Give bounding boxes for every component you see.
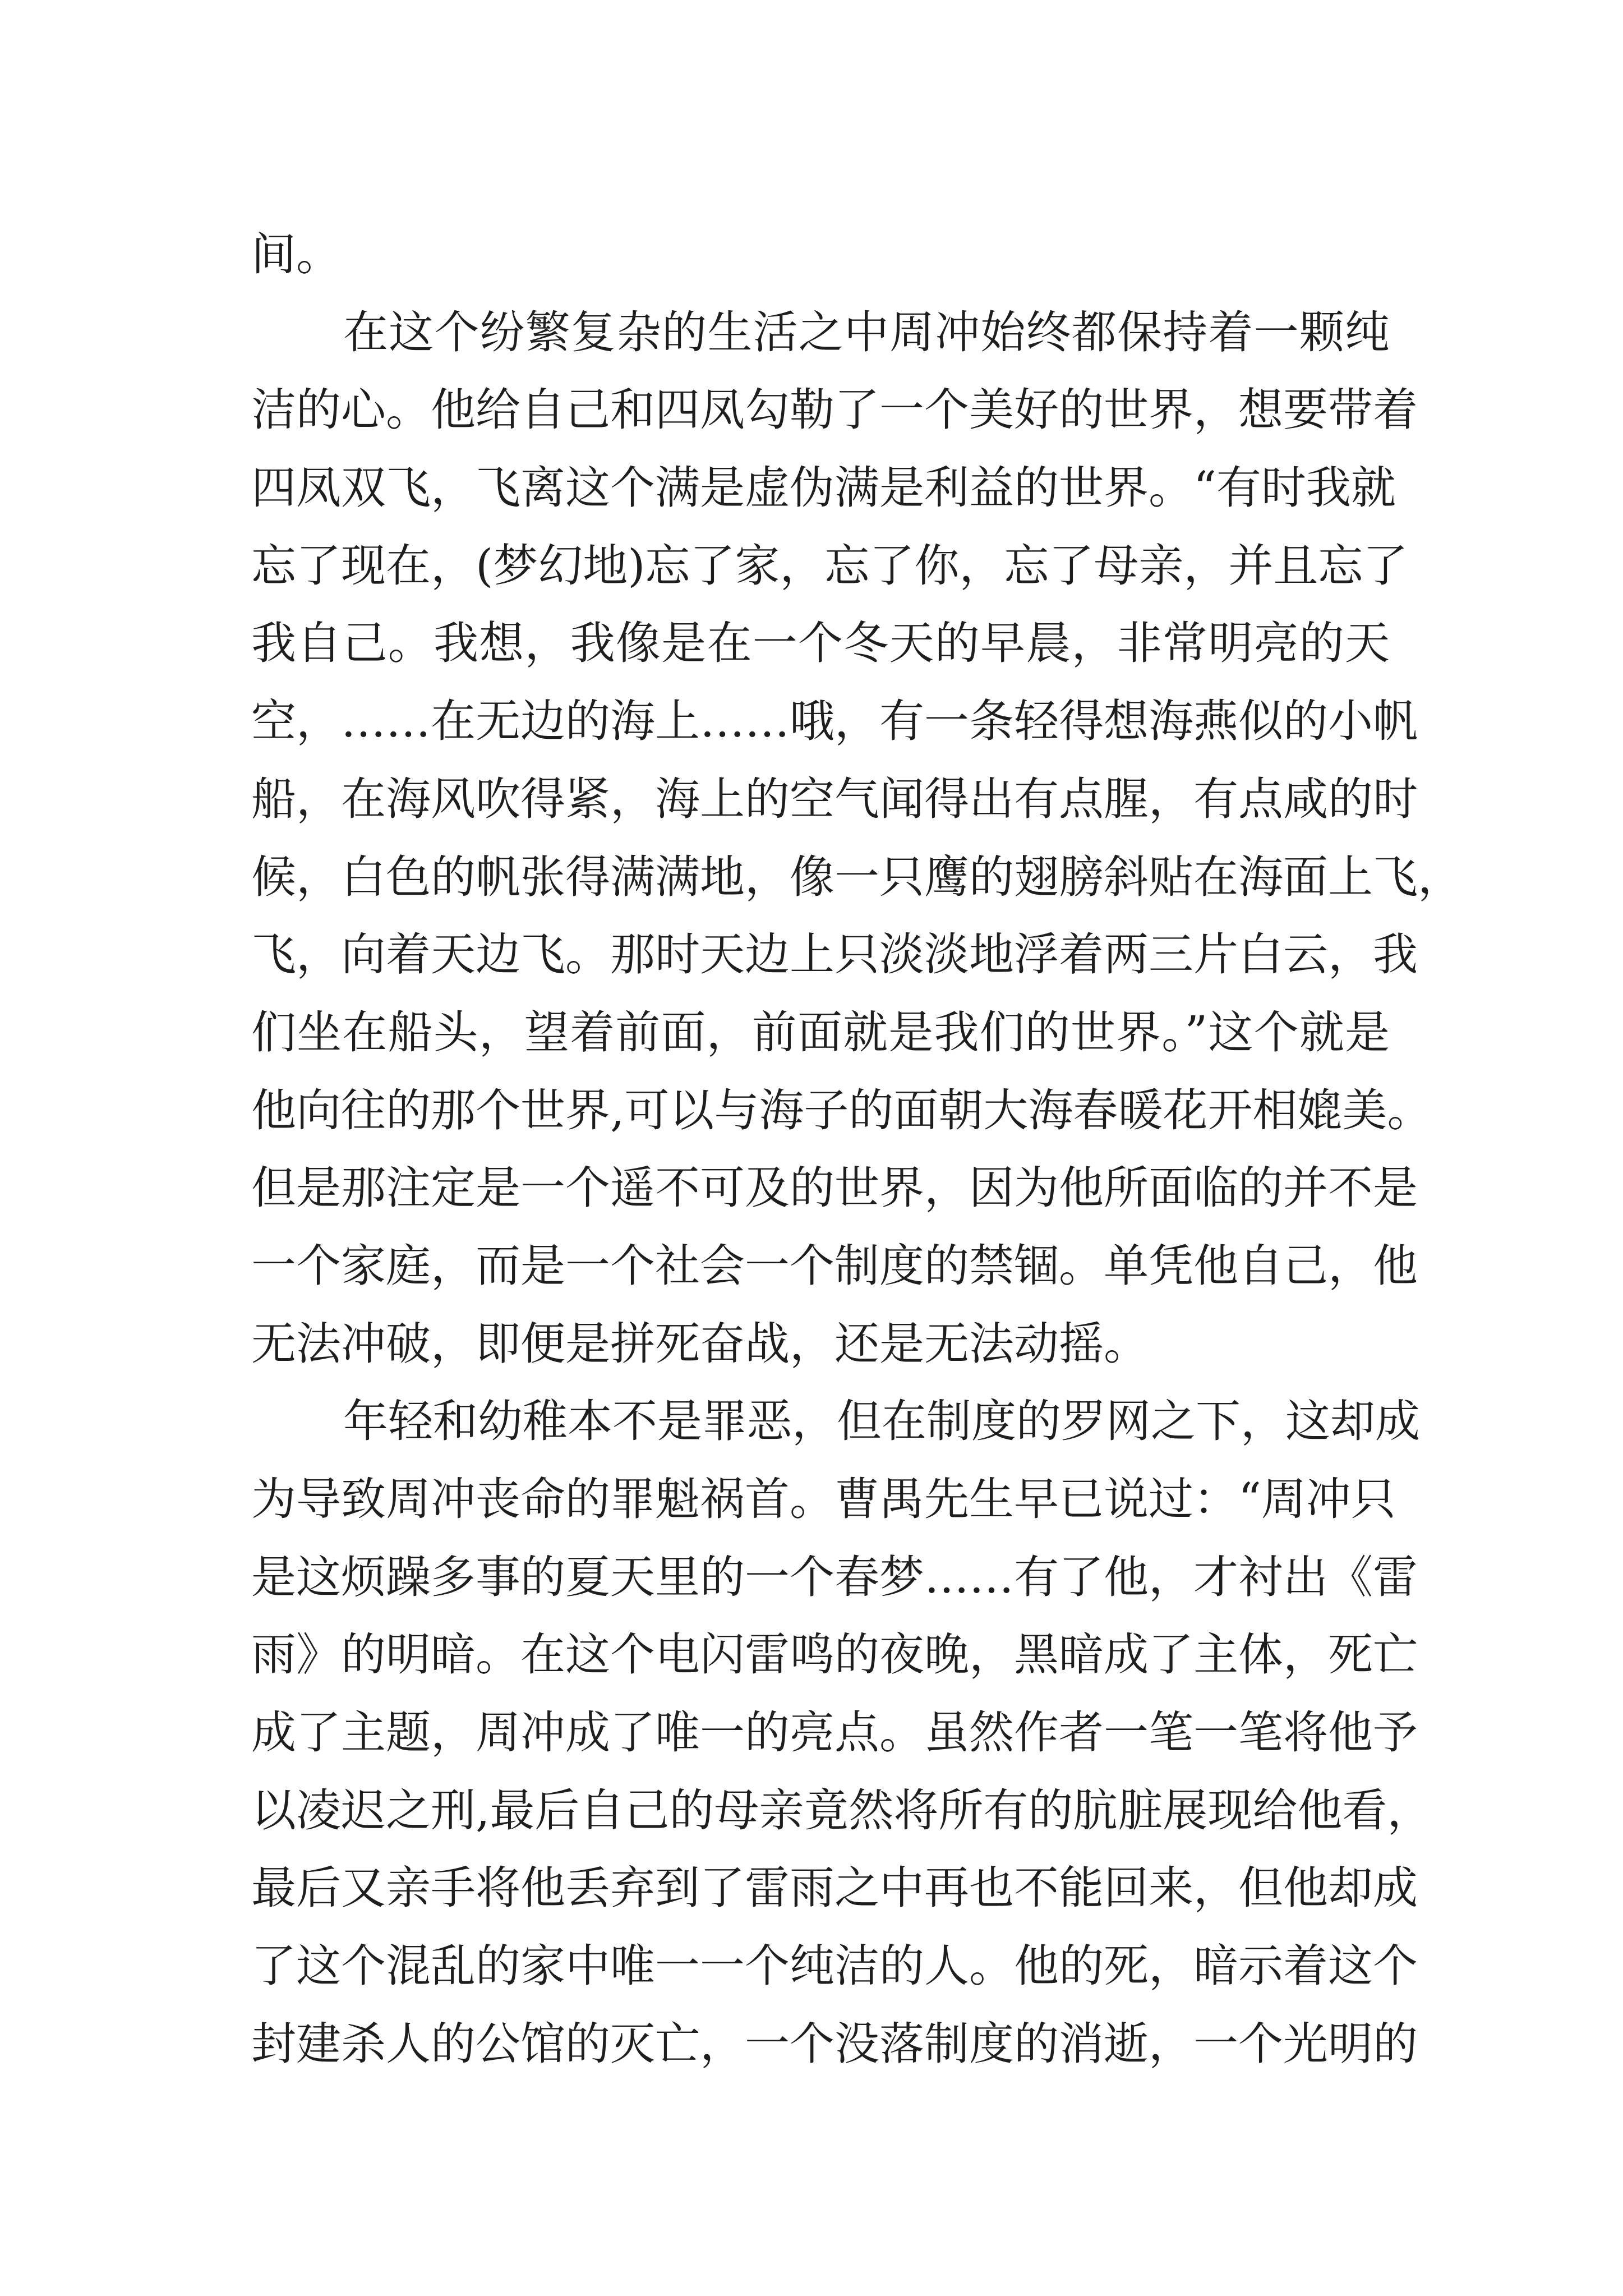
text-line: 空，……在无边的海上……哦，有一条轻得想海燕似的小帆 — [251, 695, 1418, 748]
text-line: 我自己。我想，我像是在一个冬天的早晨，非常明亮的天 — [251, 617, 1390, 670]
text-line: 洁的心。他给自己和四凤勾勒了一个美好的世界，想要带着 — [251, 384, 1418, 436]
text-line: 雨》的明暗。在这个电闪雷鸣的夜晚，黑暗成了主体，死亡 — [251, 1628, 1418, 1681]
text-line: 了这个混乱的家中唯一一个纯洁的人。他的死，暗示着这个 — [251, 1940, 1418, 1993]
text-line: 是这烦躁多事的夏天里的一个春梦……有了他，才衬出《雷 — [251, 1550, 1418, 1603]
paragraph — [251, 294, 1463, 1383]
text-line: 以凌迟之刑,最后自己的母亲竟然将所有的肮脏展现给他看， — [251, 1784, 1432, 1837]
text-line: 飞，向着天边飞。那时天边上只淡淡地浮着两三片白云，我 — [251, 928, 1418, 981]
text-line: 候，白色的帆张得满满地，像一只鹰的翅膀斜贴在海面上飞， — [251, 850, 1463, 903]
text-line: 们坐在船头，望着前面，前面就是我们的世界。”这个就是 — [251, 1006, 1390, 1059]
text-line: 最后又亲手将他丢弃到了雷雨之中再也不能回来，但他却成 — [251, 1862, 1418, 1915]
text-line: 但是那注定是一个遥不可及的世界，因为他所面临的并不是 — [251, 1162, 1418, 1214]
text-line: 四凤双飞，飞离这个满是虚伪满是利益的世界。“有时我就 — [251, 462, 1396, 514]
text-line: 间。 — [251, 228, 341, 280]
paragraph — [251, 216, 1390, 294]
body-text — [251, 216, 1463, 2083]
text-line: 封建杀人的公馆的灭亡，一个没落制度的消逝，一个光明的 — [251, 2017, 1418, 2070]
text-line: 为导致周冲丧命的罪魁祸首。曹禺先生早已说过：“周冲只 — [251, 1473, 1396, 1525]
text-line: 忘了现在，(梦幻地)忘了家，忘了你，忘了母亲，并且忘了 — [251, 539, 1408, 592]
text-line: 成了主题，周冲成了唯一的亮点。虽然作者一笔一笔将他予 — [251, 1706, 1418, 1759]
text-line: 在这个纷繁复杂的生活之中周冲始终都保持着一颗纯 — [343, 306, 1390, 358]
paragraph — [251, 1383, 1432, 2083]
text-line: 无法冲破，即便是拼死奋战，还是无法动摇。 — [251, 1317, 1149, 1370]
text-line: 他向往的那个世界,可以与海子的面朝大海春暖花开相媲美。 — [251, 1084, 1432, 1137]
text-line: 年轻和幼稚本不是罪恶，但在制度的罗网之下，这却成 — [343, 1395, 1420, 1448]
text-line: 一个家庭，而是一个社会一个制度的禁锢。单凭他自己，他 — [251, 1239, 1418, 1292]
text-line: 船，在海风吹得紧，海上的空气闻得出有点腥，有点咸的时 — [251, 772, 1418, 825]
